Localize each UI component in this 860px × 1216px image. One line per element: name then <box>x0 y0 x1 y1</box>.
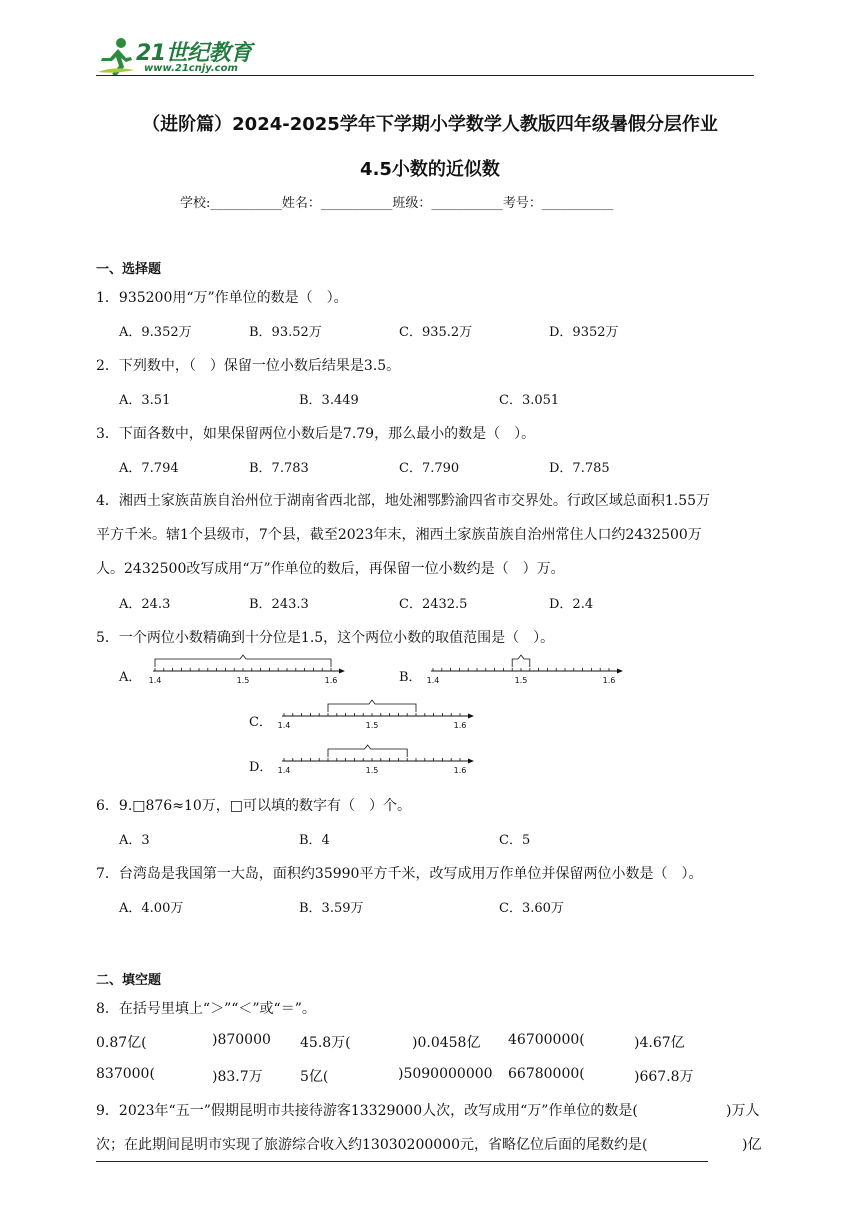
q8-row1-item2-right: )0.0458亿 <box>412 1035 481 1051</box>
number-line-d-arrow <box>468 759 474 764</box>
q1-option-d: D．9352万 <box>549 325 619 340</box>
number-line-c-range-brace <box>328 700 416 712</box>
number-line-a-range-brace <box>155 655 331 667</box>
number-line-b-tick-label: 1.4 <box>426 676 440 685</box>
q6-option-a: A．3 <box>119 833 150 848</box>
question-9-line-2-end: )亿 <box>742 1137 762 1153</box>
number-line-a-tick-label: 1.4 <box>148 676 162 685</box>
q2-option-a: A．3.51 <box>119 393 171 408</box>
q8-row2-item1-right: )83.7万 <box>212 1069 263 1085</box>
number-line-d-tick-label: 1.4 <box>277 766 291 775</box>
number-line-d-tick-label: 1.6 <box>453 766 467 775</box>
logo-url: www.21cnjy.com <box>144 63 238 74</box>
number-line-a-tick-label: 1.5 <box>236 676 250 685</box>
number-line-a-tick-label: 1.6 <box>324 676 338 685</box>
q4-option-a: A．24.3 <box>119 597 171 612</box>
q1-option-c: C．935.2万 <box>399 325 473 340</box>
q8-row2-item3-left: 66780000( <box>508 1066 585 1082</box>
student-info-line: 学校:___________姓名：___________班级：___________考号：___________ <box>180 196 614 211</box>
q7-option-c: C．3.60万 <box>499 901 564 916</box>
q2-option-b: B．3.449 <box>299 393 359 408</box>
q7-option-b: B．3.59万 <box>299 901 364 916</box>
q5-option-c-label: C． <box>249 715 272 730</box>
number-line-b-tick-label: 1.6 <box>602 676 616 685</box>
q4-option-c: C．2432.5 <box>399 597 468 612</box>
question-9-line-1: 9．2023年“五一”假期昆明市共接待游客13329000人次，改写成用“万”作单位的数是( <box>96 1103 638 1119</box>
number-line-b-range-brace <box>512 655 530 667</box>
question-9-line-1-end: )万人 <box>726 1103 760 1119</box>
q8-row1-item1-right: )870000 <box>212 1032 271 1048</box>
number-line-c-tick-label: 1.6 <box>453 721 467 730</box>
logo-brand: 21世纪教育 <box>136 41 252 66</box>
number-line-c-tick-label: 1.4 <box>277 721 291 730</box>
footer-rule <box>96 1161 708 1162</box>
number-line-d-tick-label: 1.5 <box>365 766 379 775</box>
q8-row1-item3-left: 46700000( <box>508 1032 585 1048</box>
q8-row2-item1-left: 837000( <box>96 1066 155 1082</box>
question-2: 2．下列数中，（ ）保留一位小数后结果是3.5。 <box>96 358 401 374</box>
q4-option-b: B．243.3 <box>249 597 309 612</box>
number-line-d-range-brace <box>328 745 407 757</box>
question-3: 3．下面各数中，如果保留两位小数后是7.79，那么最小的数是（ ）。 <box>96 426 536 442</box>
number-line-c-arrow <box>468 714 474 719</box>
q3-option-a: A．7.794 <box>119 461 179 476</box>
page-title: （进阶篇）2024-2025学年下学期小学数学人教版四年级暑假分层作业 <box>142 114 718 135</box>
q8-row1-item1-left: 0.87亿( <box>96 1035 147 1051</box>
q7-option-a: A．4.00万 <box>119 901 184 916</box>
question-7: 7．台湾岛是我国第一大岛，面积约35990平方千米，改写成用万作单位并保留两位小数是（ ）。 <box>96 866 703 882</box>
question-9-line-2: 次；在此期间昆明市实现了旅游综合收入约13030200000元，省略亿位后面的尾数约是( <box>96 1137 648 1153</box>
section-heading-fill: 二、填空题 <box>96 973 162 988</box>
q5-option-d-label: D． <box>249 760 273 775</box>
q8-row2-item2-right: )5090000000 <box>398 1066 493 1082</box>
q8-row1-item3-right: )4.67亿 <box>634 1035 685 1051</box>
q5-option-b-label: B． <box>399 670 422 685</box>
q6-option-b: B．4 <box>299 833 330 848</box>
q3-option-d: D．7.785 <box>549 461 610 476</box>
page-subtitle: 4.5小数的近似数 <box>360 159 500 180</box>
q1-option-b: B．93.52万 <box>249 325 322 340</box>
question-6: 6．9.□876≈10万，□可以填的数字有（ ）个。 <box>96 798 411 814</box>
number-line-b-arrow <box>617 669 623 674</box>
q3-option-b: B．7.783 <box>249 461 309 476</box>
q5-option-a-label: A． <box>119 670 142 685</box>
q1-option-a: A．9.352万 <box>119 325 192 340</box>
number-line-c-tick-label: 1.5 <box>365 721 379 730</box>
q8-row2-item3-right: )667.8万 <box>634 1069 694 1085</box>
q6-option-c: C．5 <box>499 833 531 848</box>
question-4-line-1: 4．湘西土家族苗族自治州位于湖南省西北部，地处湘鄂黔渝四省市交界处。行政区域总面积1.55万 <box>96 493 711 509</box>
q2-option-c: C．3.051 <box>499 393 560 408</box>
question-1: 1．935200用“万”作单位的数是（ ）。 <box>96 290 348 306</box>
question-8: 8．在括号里填上“＞”“＜”或“＝”。 <box>96 1001 316 1017</box>
q3-option-c: C．7.790 <box>399 461 460 476</box>
question-4-line-3: 人。2432500改写成用“万”作单位的数后，再保留一位小数约是（ ）万。 <box>96 561 565 577</box>
number-line-a-arrow <box>339 669 345 674</box>
number-line-b-tick-label: 1.5 <box>514 676 528 685</box>
q8-row2-item2-left: 5亿( <box>300 1069 329 1085</box>
section-heading-choice: 一、选择题 <box>96 262 162 277</box>
q4-option-d: D．2.4 <box>549 597 594 612</box>
question-5: 5．一个两位小数精确到十分位是1.5，这个两位小数的取值范围是（ ）。 <box>96 630 555 646</box>
question-4-line-2: 平方千米。辖1个县级市，7个县，截至2023年末，湘西土家族苗族自治州常住人口约2432500万 <box>96 527 702 543</box>
q8-row1-item2-left: 45.8万( <box>300 1035 351 1051</box>
